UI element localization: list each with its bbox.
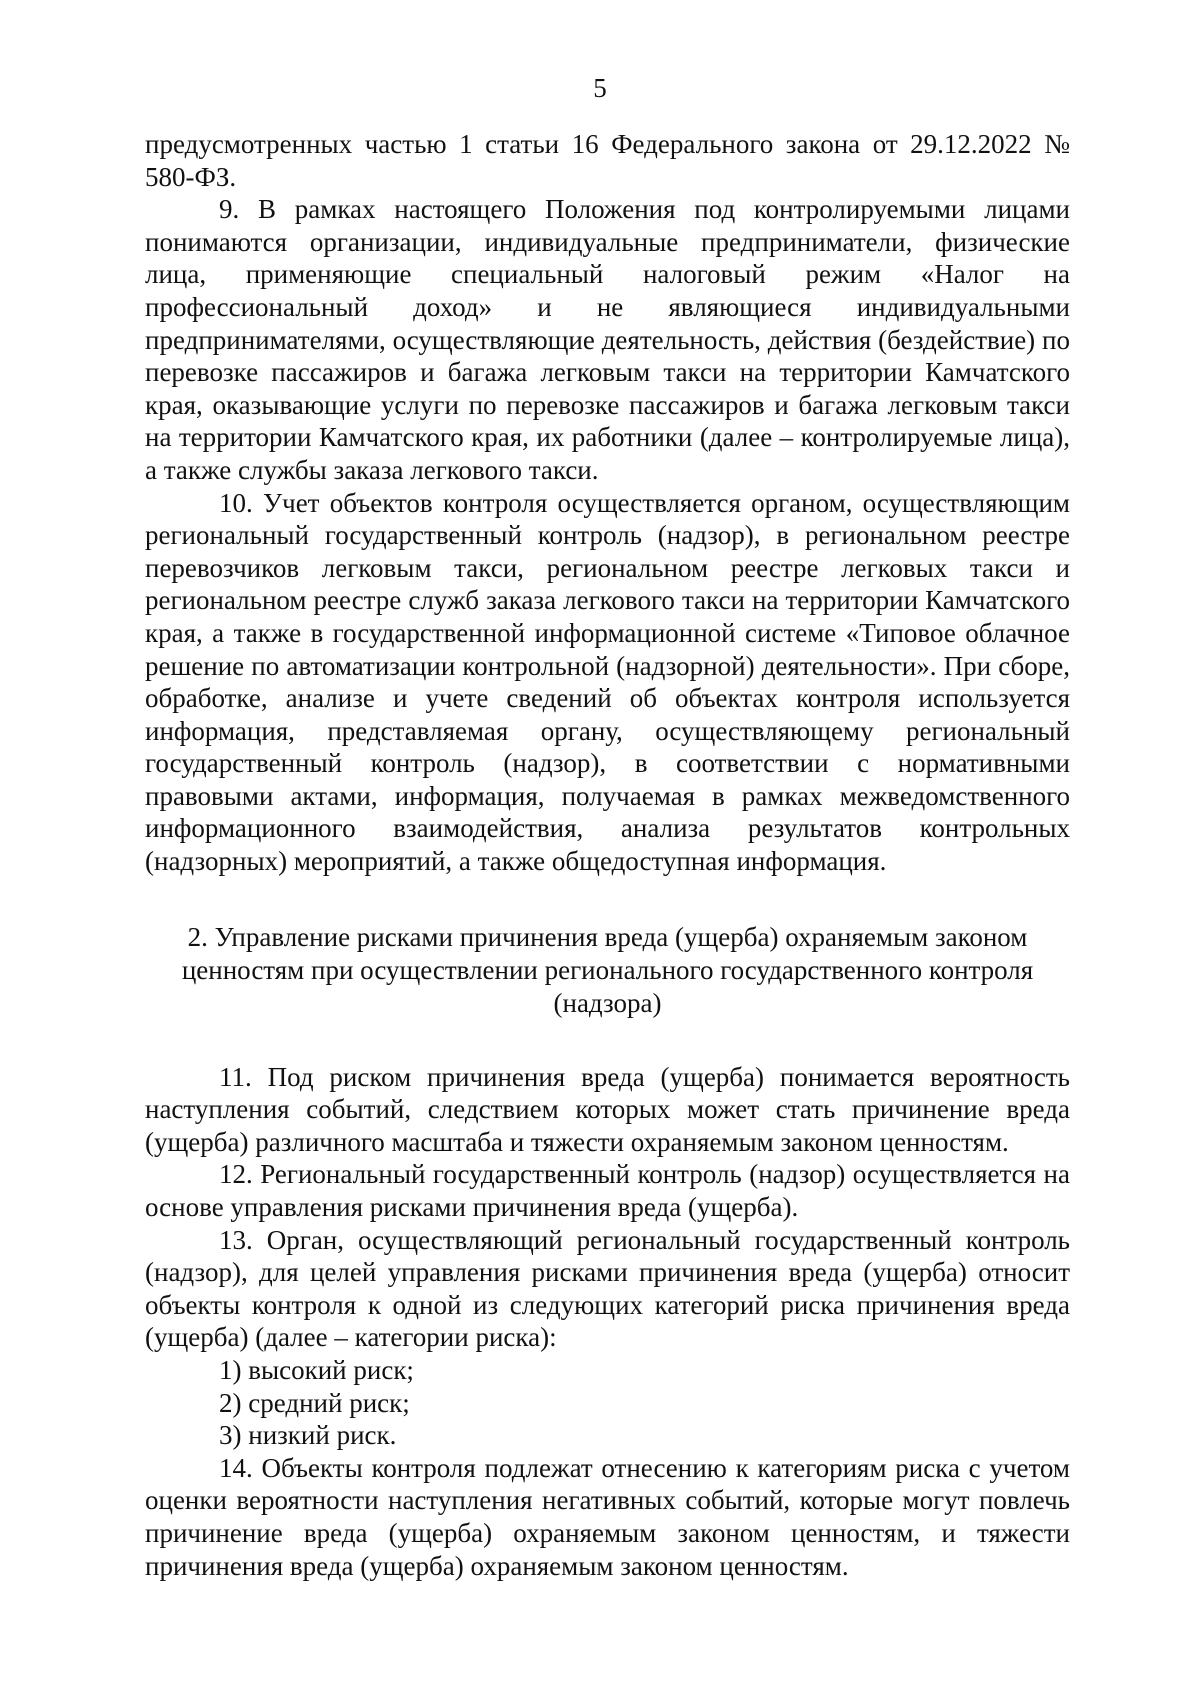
paragraph-12: 12. Региональный государственный контроль (надзор) осуществляется на основе управления рисками причинения вреда (ущерба).: [145, 1159, 1070, 1223]
paragraph-9: 9. В рамках настоящего Положения под контролируемыми лицами понимаются организации, индивидуальные предприниматели, физические лица, применяющие специальный налоговый режим «Налог на профессиональный доход» и не являющиеся индивидуальными предпринимателями, осуществляющие деятельность, действия (бездействие) по перевозке пассажиров и багажа легковым такси на территории Камчатского края, оказывающие услуги по перевозке пассажиров и багажа легковым такси на территории Камчатского края, их работники (далее – контролируемые лица), а также службы заказа легкового такси.: [145, 194, 1070, 485]
risk-list-item-medium: 2) средний риск;: [219, 1387, 410, 1418]
paragraph-11: 11. Под риском причинения вреда (ущерба) понимается вероятность наступления событий, следствием которых может стать причинение вреда (ущерба) различного масштаба и тяжести охраняемым законом ценностям.: [145, 1061, 1070, 1157]
risk-list-item-high: 1) высокий риск;: [219, 1355, 414, 1385]
paragraph-13: 13. Орган, осуществляющий региональный государственный контроль (надзор), для целей управления рисками причинения вреда (ущерба) относит объекты контроля к одной из следующих категорий риска причинения вреда (ущерба) (далее – категории риска):: [145, 1224, 1070, 1353]
document-body: [145, 128, 1070, 1582]
paragraph-10: 10. Учет объектов контроля осуществляется органом, осуществляющим региональный государственный контроль (надзор), в региональном реестре перевозчиков легковым такси, региональном реестре легковых такси и региональном реестре служб заказа легкового такси на территории Камчатского края, а также в государственной информационной системе «Типовое облачное решение по автоматизации контрольной (надзорной) деятельности». При сборе, обработке, анализе и учете сведений об объектах контроля используется информация, представляемая органу, осуществляющему региональный государственный контроль (надзор), в соответствии с нормативными правовыми актами, информация, получаемая в рамках межведомственного информационного взаимодействия, анализа результатов контрольных (надзорных) мероприятий, а также общедоступная информация.: [145, 487, 1070, 877]
section-heading: 2. Управление рисками причинения вреда (ущерба) охраняемым законом ценностям при осуществлении регионального государственного контроля (надзора): [181, 921, 1034, 1018]
risk-list-item-low: 3) низкий риск.: [219, 1420, 397, 1451]
page-number: 5: [593, 73, 607, 103]
paragraph-14: 14. Объекты контроля подлежат отнесению к категориям риска с учетом оценки вероятности наступления негативных событий, которые могут повлечь причинение вреда (ущерба) охраняемым законом ценностям, и тяжести причинения вреда (ущерба) охраняемым законом ценностям.: [145, 1452, 1070, 1581]
paragraph-continuation: предусмотренных частью 1 статьи 16 Федерального закона от 29.12.2022 № 580-ФЗ.: [145, 129, 1070, 192]
